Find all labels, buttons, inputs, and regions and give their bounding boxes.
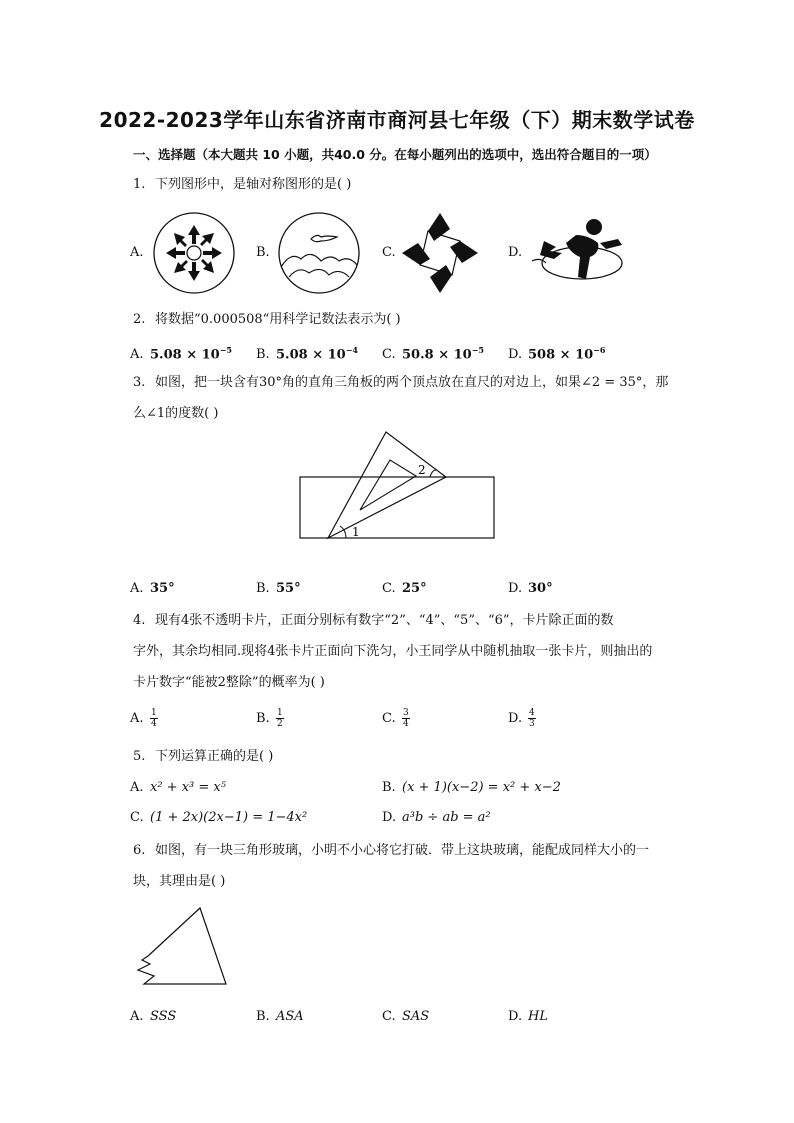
q1-figure-d	[526, 213, 626, 293]
q1-option-b-label: B.	[256, 245, 270, 260]
q6-option-a: A. SSS	[130, 1009, 177, 1024]
q6-broken-triangle-figure	[134, 906, 230, 988]
page-title: 2022-2023学年山东省济南市商河县七年级（下）期末数学试卷	[99, 108, 695, 132]
question-text-line-1: 如图，把一块含有30°角的直角三角板的两个顶点放在直尺的对边上，如果∠2 = 35°，那	[155, 375, 669, 390]
question-number: 3.	[133, 375, 146, 390]
q2-option-a: A. $5.08 \times 10^{-5}$	[130, 345, 232, 363]
question-number: 4.	[133, 613, 146, 628]
q5-option-b: B. (x + 1)(x−2) = x² + x−2	[382, 780, 561, 795]
question-text: 下列运算正确的是( )	[155, 749, 274, 764]
q5-option-d: D. a³b ÷ ab = a²	[382, 810, 491, 825]
question-2	[133, 311, 401, 329]
q3-option-b: B. 55°	[256, 581, 301, 596]
angle-2-label: 2	[418, 463, 426, 477]
q1-option-a-label: A.	[130, 245, 144, 260]
section-heading: 一、选择题（本大题共 10 小题，共40.0 分。在每小题列出的选项中，选出符合题目的一项）	[133, 147, 657, 162]
q4-option-d: D. $\frac{4}{3}$	[508, 708, 535, 729]
q5-option-a: A. x² + x³ = x⁵	[130, 780, 226, 795]
q4-option-c: C. $\frac{3}{4}$	[382, 708, 409, 729]
q1-option-c-label: C.	[382, 245, 396, 260]
q1-option-d-label: D.	[508, 245, 523, 260]
q1-figure-b	[277, 211, 361, 295]
question-1	[133, 176, 351, 194]
q6-option-b: B. ASA	[256, 1009, 304, 1024]
question-3-line-2: 么∠1的度数( )	[133, 406, 219, 421]
question-number: 1.	[133, 177, 146, 192]
question-6-line-2: 块，其理由是( )	[133, 874, 226, 889]
q6-option-d: D. HL	[508, 1009, 548, 1024]
q4-option-a: A. $\frac{1}{4}$	[130, 708, 157, 729]
q2-option-d: D. $508 \times 10^{-6}$	[508, 345, 606, 363]
question-text-line-1: 如图，有一块三角形玻璃，小明不小心将它打破．带上这块玻璃，能配成同样大小的一	[155, 843, 650, 858]
q1-figure-a	[152, 211, 236, 295]
question-number: 6.	[133, 843, 146, 858]
angle-1-label: 1	[352, 525, 360, 539]
question-number: 5.	[133, 749, 146, 764]
q1-figure-c	[400, 211, 480, 295]
question-text: 下列图形中，是轴对称图形的是( )	[155, 177, 352, 192]
question-text: 将数据“0.000508“用科学记数法表示为( )	[155, 312, 401, 327]
q3-option-c: C. 25°	[382, 581, 427, 596]
q3-ruler-triangle-figure	[298, 430, 496, 542]
q3-option-a: A. 35°	[130, 581, 175, 596]
q3-option-d: D. 30°	[508, 581, 553, 596]
question-4	[133, 612, 614, 630]
question-4-line-3: 卡片数字“能被2整除”的概率为( )	[133, 675, 325, 690]
question-text-line-1: 现有4张不透明卡片，正面分别标有数字“2”、“4”、“5”、“6”，卡片除正面的数	[155, 613, 614, 628]
question-4-line-2: 字外，其余均相同.现将4张卡片正面向下洗匀，小王同学从中随机抽取一张卡片，则抽出的	[133, 644, 653, 659]
q4-option-b: B. $\frac{1}{2}$	[256, 708, 283, 729]
q5-option-c: C. (1 + 2x)(2x−1) = 1−4x²	[130, 810, 308, 825]
q2-option-b: B. $5.08 \times 10^{-4}$	[256, 345, 358, 363]
question-6	[133, 842, 649, 860]
q2-option-c: C. $50.8 \times 10^{-5}$	[382, 345, 484, 363]
question-number: 2.	[133, 312, 146, 327]
question-5	[133, 748, 273, 766]
q6-option-c: C. SAS	[382, 1009, 430, 1024]
question-3	[133, 374, 668, 392]
